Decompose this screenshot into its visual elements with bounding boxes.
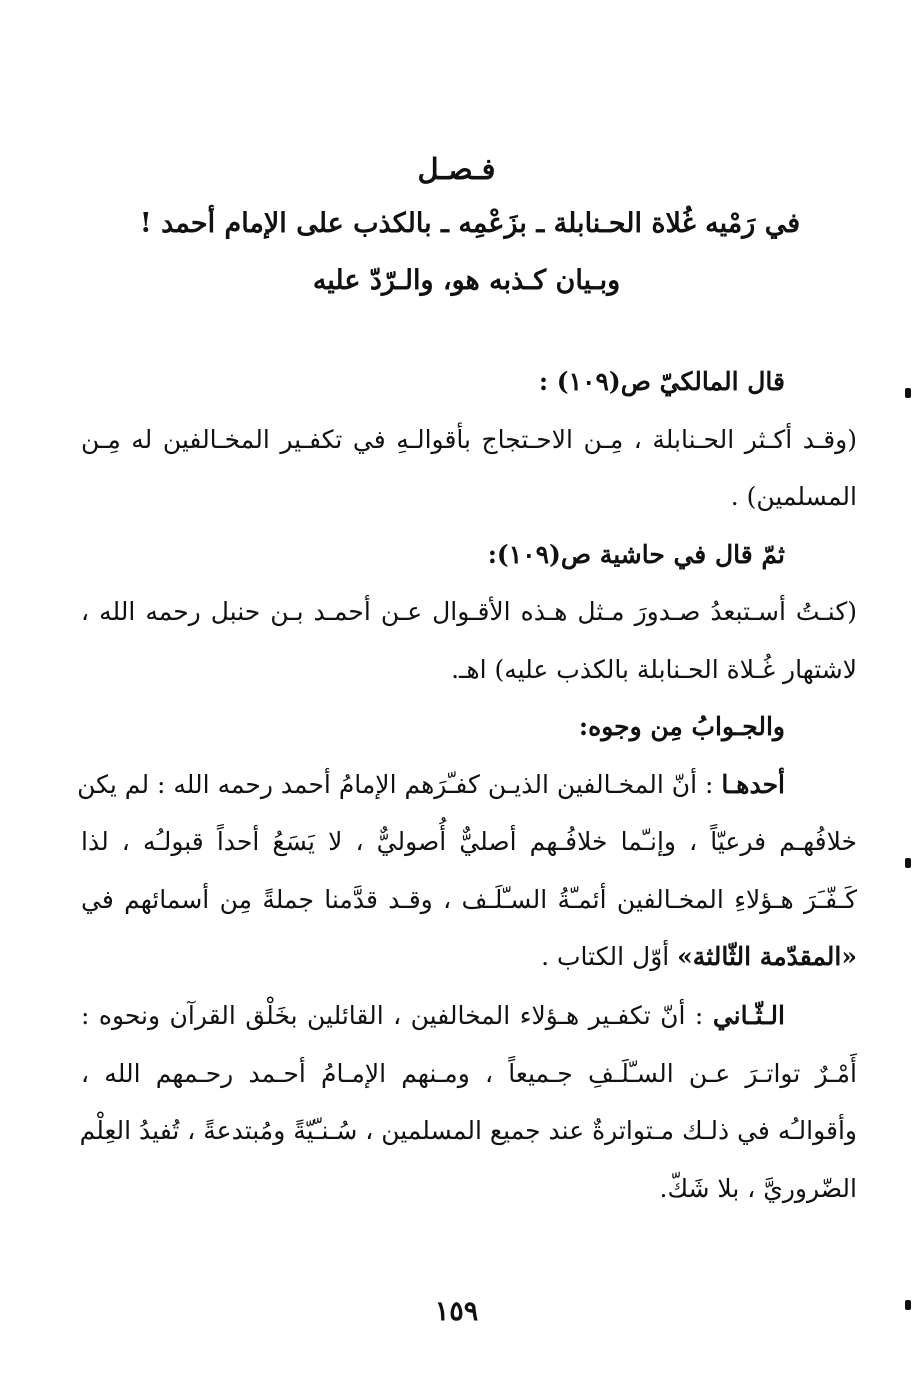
text-run: أوّل الكتاب . bbox=[541, 942, 678, 971]
margin-mark bbox=[905, 858, 911, 868]
text-line: كَـفّـَرَ هـؤلاءِ المخـالفين أئمـّةُ السـّلَـف ، وقـد قدَّمنا جملةً مِن أسمائهم في bbox=[81, 885, 857, 914]
text-run: : أنّ تكفـير هـؤلاء المخالفين ، القائلين بخَلْق القرآن ونحوه : bbox=[81, 1001, 713, 1030]
page-number: ١٥٩ bbox=[434, 1296, 479, 1327]
text-line bbox=[81, 996, 785, 1036]
point-label: الـثّـاني bbox=[712, 1001, 785, 1030]
text-line bbox=[77, 765, 785, 805]
text-line: (وقـد أكـثر الحـنابلة ، مِـن الاحـتجاج بأقوالـهِ في تكفـير المخـالفين له مِـن bbox=[81, 425, 857, 454]
text-line: والجـوابُ مِن وجوه: bbox=[578, 712, 785, 741]
text-line: وأقوالـُه في ذلـك مـتواترةٌ عند جميع المسلمين ، سُـنـّيّةً ومُبتدعةً ، تُفيدُ العِلْم bbox=[79, 1116, 857, 1145]
text-run: : أنّ المخـالفين الذيـن كفـّرَهم الإمامُ أحمد رحمه الله : لم يكن bbox=[77, 770, 722, 799]
text-line: ثمّ قال في حاشية ص(١٠٩): bbox=[487, 540, 785, 569]
text-line: أَمْـرٌ تواتـرَ عـن السـّلَـفِ جـميعاً ، ومـنهم الإمـامُ أحـمد رحـمهم الله ، bbox=[81, 1059, 857, 1088]
text-line: الضّروريَّ ، بلا شَكّ. bbox=[659, 1174, 857, 1203]
section-title: فـصـل bbox=[417, 152, 496, 186]
section-subtitle-line-2: وبـيان كـذبه هو، والـرّدّ عليه bbox=[312, 265, 621, 296]
text-line bbox=[81, 937, 857, 977]
reference-title: «المقدّمة الثّالثة» bbox=[677, 942, 857, 971]
text-line: لاشتهار غُـلاة الحـنابلة بالكذب عليه) اهـ. bbox=[451, 655, 857, 684]
section-subtitle-line-1: في رَمْيه غُلاة الحـنابلة ـ بزَعْمِه ـ بالكذب على الإمام أحمد ! bbox=[139, 208, 801, 239]
point-label: أحدهـا bbox=[721, 770, 785, 799]
text-line: (كنـتُ أسـتبعدُ صـدورَ مـثل هـذه الأقـوال عـن أحمـد بـن حنبل رحمه الله ، bbox=[81, 597, 857, 626]
text-line: خلافُهـم فرعيّاً ، وإنـّما خلافُـهم أصليٌّ أُصوليٌّ ، لا يَسَعُ أحداً قبولـُه ، لذا bbox=[81, 827, 857, 856]
margin-mark bbox=[905, 388, 911, 398]
text-line: المسلمين) . bbox=[730, 482, 857, 511]
text-line: قال المالكيّ ص(١٠٩) : bbox=[538, 367, 785, 396]
